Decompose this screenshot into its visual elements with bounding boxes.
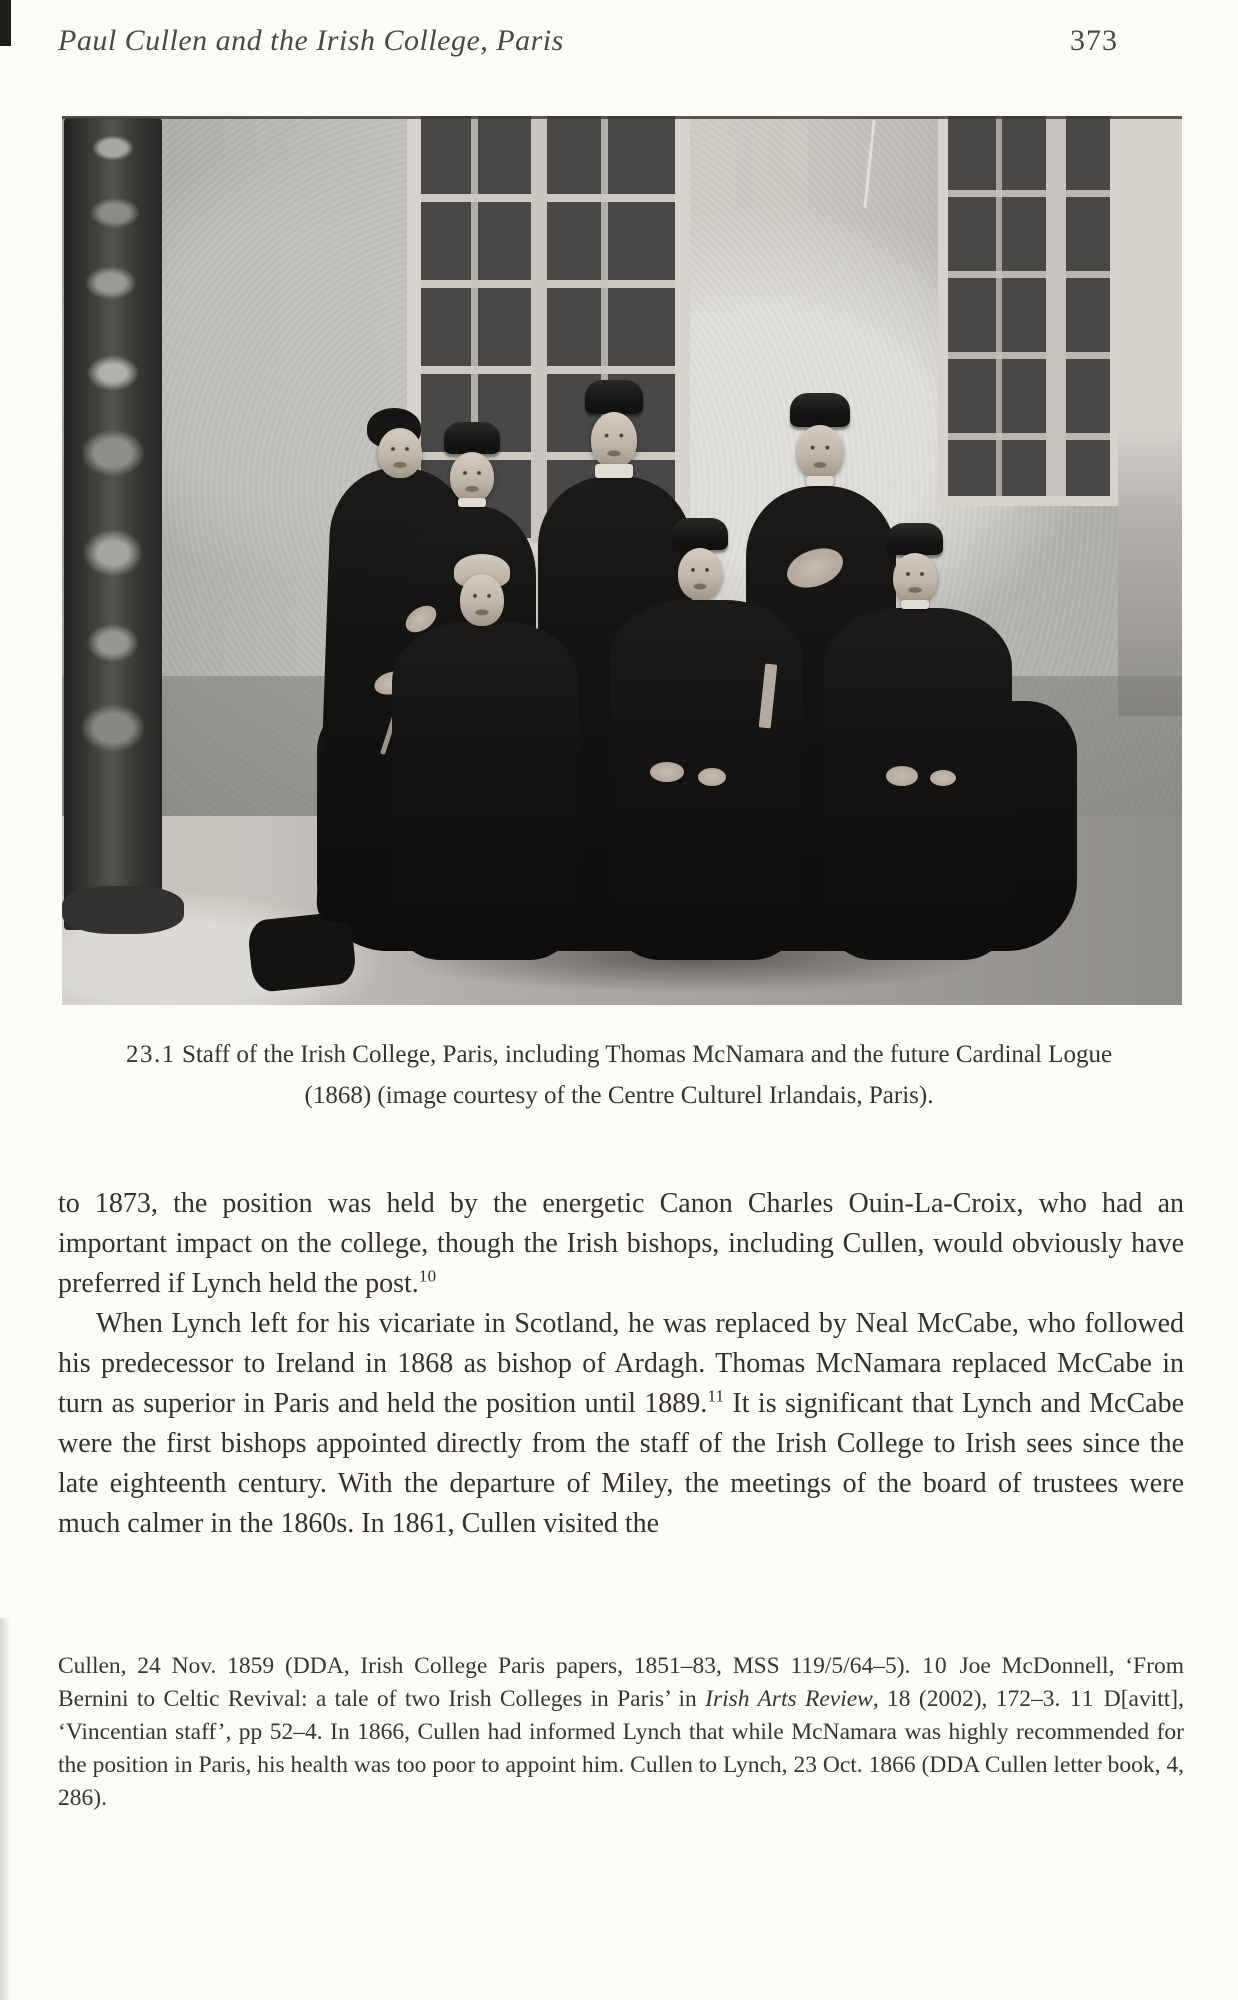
figure-caption: 23.1 Staff of the Irish College, Paris, including Thomas McNamara and the future Cardinal Logue (1868) (image courtesy of the Centre Culturel Irlandais, Paris). (125, 1041, 1113, 1109)
priest-5-face (460, 574, 504, 626)
priest-5-cassock (392, 622, 578, 960)
priest-3-biretta-hat (585, 380, 643, 414)
body-paragraph-2: When Lynch left for his vicariate in Scotland, he was replaced by Neal McCabe, who followed his predecessor to Ireland in 1868 as bishop of Ardagh. Thomas McNamara replaced McCabe in turn as superior in Paris and held the position until 1889.11 It is significant that Lynch and McCabe were the first bishops appointed directly from the staff of the Irish College to Irish sees since the late eighteenth century. With the departure of Miley, the meetings of the board of trustees were much calmer in the 1860s. In 1861, Cullen visited the (58, 1308, 1185, 1539)
photo-ornate-pillar (64, 118, 162, 930)
photo-top-edge (62, 116, 1182, 119)
running-head-title: Paul Cullen and the Irish College, Paris (58, 24, 564, 57)
scan-edge-artifact (0, 0, 11, 46)
photo-window-right (938, 116, 1118, 506)
priest-6-biretta-hat (672, 518, 728, 550)
priest-7-hand-left (886, 766, 918, 786)
page-number: 373 (1070, 24, 1118, 57)
priest-6-face (678, 548, 722, 600)
figure-photograph (62, 116, 1182, 1005)
priest-6-hand-right (698, 768, 726, 786)
priest-4-face (797, 425, 843, 479)
priest-3-clerical-collar (595, 464, 633, 478)
priest-4-clerical-collar (806, 476, 834, 486)
priest-2-face (450, 452, 494, 502)
scan-edge-shading (0, 1618, 10, 2000)
priest-6-hand-left (650, 762, 684, 782)
priest-2-clerical-collar (458, 498, 486, 507)
priest-7-hand-right (930, 770, 956, 786)
body-text (58, 1184, 1184, 1544)
priest-3-face (591, 412, 637, 468)
priest-1-face (378, 428, 422, 478)
priest-2-biretta-hat (444, 422, 500, 454)
body-paragraph-1: to 1873, the position was held by the energetic Canon Charles Ouin-La-Croix, who had an important impact on the college, though the Irish bishops, including Cullen, would obviously have preferred if Lynch held the post.$^{10}$ (58, 1188, 1184, 1299)
priest-4-biretta-hat (790, 393, 850, 427)
footnotes: Cullen, 24 Nov. 1859 (DDA, Irish College Paris papers, 1851–83, MSS 119/5/64–5). 10 Joe McDonnell, ‘From Bernini to Celtic Revival: a tale of two Irish Colleges in Paris’ in Irish Arts Review, 18 (2002), 172–3. 11 D[avitt], ‘Vincentian staff’, pp 52–4. In 1866, Cullen had informed Lynch that while McNamara was highly recommended for the position in Paris, his health was too poor to appoint him. Cullen to Lynch, 23 Oct. 1866 (DDA Cullen letter book, 4, 286). (58, 1653, 1185, 1811)
priest-7-biretta-hat (887, 523, 943, 555)
priest-7-face (893, 553, 937, 603)
photo-wall-right-edge (1118, 116, 1182, 716)
priest-7-cassock (824, 608, 1012, 960)
priest-7-clerical-collar (901, 600, 929, 609)
photo-pillar-base (62, 886, 184, 934)
photo-satchel (247, 911, 358, 993)
